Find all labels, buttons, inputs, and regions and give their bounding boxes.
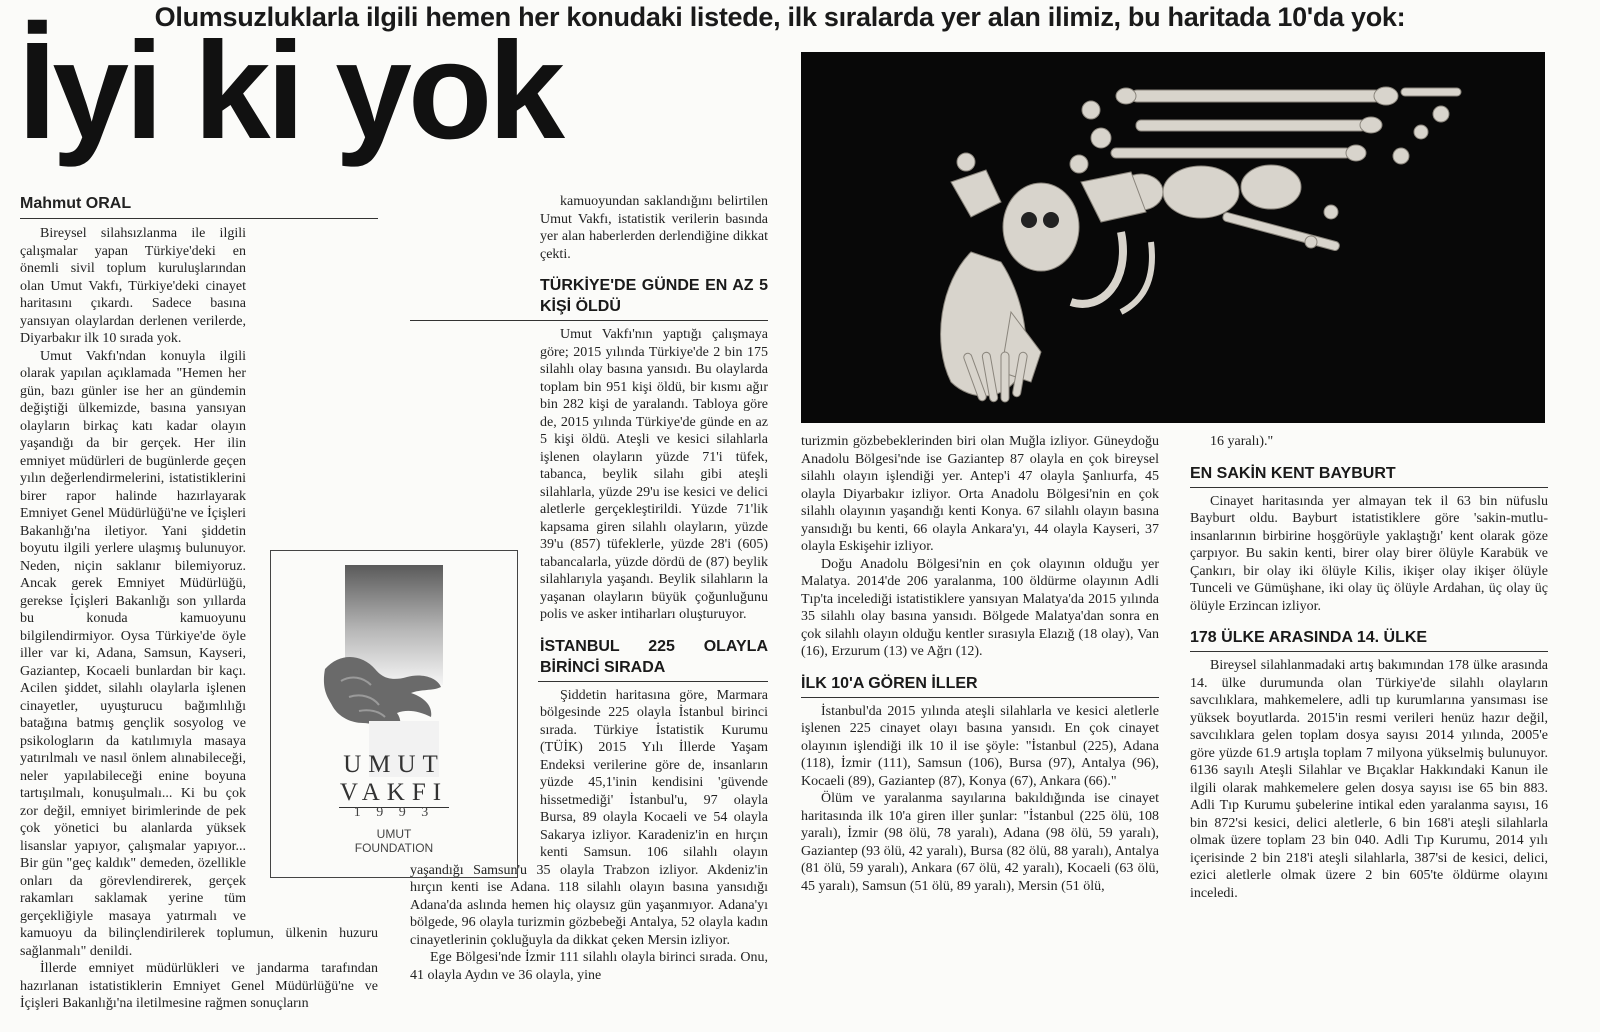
subhead-rule xyxy=(1190,651,1548,652)
headline: İyi ki yok xyxy=(18,14,561,168)
col1-paragraph: Umut Vakfı'ndan konuyla ilgili olarak yapılan açıklamada "Hemen her gün, bazı günler ise her an gündemin değiştiği ülkemizde, basına yansıyan olayların birkaç katı kadar olayın yaşandığı da bir gerçek. Her ilin emniyet müdürleri de bugünlerde geçen yılın değerlendirmelerini, istatistiklerini birer rapor halinde hazırlayarak Emniyet Genel Müdürlüğü'ne ve İçişleri Bakanlığı'na iletiyor. Yani şiddetin boyutu ilgili yerlere ulaşmış bulunuyor. Neden, niçin saklanır bilemiyoruz. Ancak gerek Emniyet Müdürlüğü, gerekse İçişleri Bakanlığı son yıllarda bu konuda kamuoyunu bilgilendirmiyor. Oysa Türkiye'de öyle iller var ki, Adana, Samsun, Kayseri, Gaziantep, Kocaeli bunlardan bir kaçı. Acilen şiddet, silahlı olaylarla işlenen cinayetler, uyuşturucu bağımlılığı batağına batmış gençlik sosyolog ve psikologların da katılımıyla masaya yatırılmalı ve nasıl önlem alınabileceği, neler yapılabileceği enine boyuna tartışılmalı, konuşulmalı... Ki bu çok zor değil, emniyet birimlerinde de pek çok yönetici bu alanlarda yüksek lisanslar yapıyor, çalışmalar yapıyor... Bir gün "geç kaldık" demeden, özellikle onları da görevlendirerek, gerçek rakamları saklamak yerine tüm gerçekliğiyle masaya yatırmalı ve kamuoyu da bilinçlendirilerek toplumun, ülkenin huzuru sağlanmalı" denildi. xyxy=(20,348,378,959)
col3-paragraph: Ölüm ve yaralanma sayılarına bakıldığında ise cinayet haritasında ilk 10'a giren iller şunlar: "İstanbul (225 ölü, 108 yaralı), İzmir (98 ölü, 78 yaralı), Adana (98 ölü, 59 yaralı), Gaziantep (93 ölü, 42 yaralı), Bursa (82 ölü, 88 yaralı), Antalya (81 ölü, 59 yaralı), Ankara (67 ölü, 42 yaralı), Kocaeli (63 ölü, 45 yaralı), Samsun (51 ölü, 89 yaralı), Mersin (51 ölü, xyxy=(801,791,1159,894)
revolver-bones-photo xyxy=(801,52,1545,423)
col2-paragraph: Şiddetin haritasına göre, Marmara bölgesinde 225 olayla İstanbul birinci sırada. Türkiye İstatistik Kurumu (TÜİK) 2015 Yılı İllerde Yaşam Endeksi verilerine göre de, insanların yüzde 45,1'inin kendisini 'güvende hissetmediği' İstanbul'u, 97 olayla Bursa, 89 olayla Kocaeli ve 54 olayla Sakarya izliyor. Karadeniz'in en hırçın kenti Samsun. 106 silahlı olayın yaşandığı Samsun'u 35 olayla Trabzon izliyor. Akdeniz'in hırçın kenti ise Adana. 118 silahlı olayın basına yansıdığı Adana'da aslında hemen hiç olaysız gün yaşanmıyor. Adana'yı bölgede, 96 olayla turizmin gözbebeği Antalya, 52 olayla kadın cinayetlerinin çokluğuyla da dikkat çeken Mersin izliyor. xyxy=(410,687,768,948)
col2-paragraph: kamuoyundan saklandığını belirtilen Umut Vakfı, istatistik verilerin basında yer alan haberlerden derlendiğine dikkat çekti. xyxy=(540,194,768,262)
column-3 xyxy=(801,433,1159,895)
kicker: Olumsuzluklarla ilgili hemen her konudaki listede, ilk sıralarda yer alan ilimiz, bu haritada 10'da yok: xyxy=(154,2,1406,32)
logo-en-umut: UMUT xyxy=(376,827,412,841)
revolver-made-of-bones-icon xyxy=(801,52,1545,423)
subhead-en-sakin-kent: EN SAKİN KENT BAYBURT xyxy=(1190,464,1396,482)
col1-paragraph: İllerde emniyet müdürlükleri ve jandarma tarafından hazırlanan istatistiklerin Emniyet Genel Müdürlüğü'ne ve İçişleri Bakanlığı'na iletilmesine rağmen sonuçların xyxy=(20,961,378,1011)
col4-paragraph: Bireysel silahlanmadaki artış bakımından 178 ülke arasında 14. ülke durumunda olan Türkiye'de silahlı olayların savcılıklara, mahkemelere, adli tıp kurumlarına yansıması ise yüksek boyutlarda. 2015'in resmi verileri henüz hazır değil, savcılıklara gelen toplam dosya sayısı 2014 yılında, 2005'e göre yüzde 61.9 artışla toplam 7 milyona yükselmiş bulunuyor. 6136 sayılı Ateşli Silahlar ve Bıçaklar Hakkındaki Kanun ile ilgili olarak mahkemelere gelen dosya sayısı ise 65 bin 883. Adli Tıp Kurumu şubelerine intikal eden yaralanma sayısı, 16 bin 872'si kesici, delici aletlerle, 6 bin 168'i ateşli silahlarla olmak üzere toplam 23 bin 040. Adli Tıp Kurumu, 2014 yılı içerisinde 2 bin 218'i ateşli silahlarla, 387'si de kesici, delici, ezici aletlerle olmak üzere 2 bin 605'te öldürme olayını inceledi. xyxy=(1190,658,1548,901)
logo-line-umut: UMUT xyxy=(343,751,445,778)
column-4 xyxy=(1190,433,1548,902)
byline-rule xyxy=(20,218,378,219)
col3-paragraph: turizmin gözbebeklerinden biri olan Muğla izliyor. Güneydoğu Anadolu Bölgesi'nde ise Gaziantep 87 olayla en çok bireysel silahlı olayın işlendiği yer. Antep'i 47 olayla Şanlıurfa, 45 olayla Diyarbakır izliyor. Orta Anadolu Bölgesi'nin en çok silahlı olayının yaşandığı kenti Konya. 67 silahlı olayın basına yansıdığı bu kenti, 66 olayla Ankara'yı, 44 olayla Kayseri, 37 olayla Eskişehir izliyor. xyxy=(801,434,1159,554)
col4-paragraph: 16 yaralı)." xyxy=(1210,434,1274,449)
subhead-gunde-5-kisi: TÜRKİYE'DE GÜNDE EN AZ 5 KİŞİ ÖLDÜ xyxy=(540,277,768,315)
logo-en-foundation: FOUNDATION xyxy=(354,841,434,855)
byline: Mahmut ORAL xyxy=(20,195,132,212)
logo-line-vakfi: VAKFI xyxy=(339,779,449,806)
subhead-istanbul-225: İSTANBUL 225 OLAYLA BİRİNCİ SIRADA xyxy=(540,637,768,676)
col2-paragraph: Ege Bölgesi'nde İzmir 111 silahlı olayla birinci sırada. Onu, 41 olayla Aydın ve 36 olayla, yine xyxy=(410,950,768,983)
subhead-rule xyxy=(538,681,768,682)
col2-paragraph: Umut Vakfı'nın yaptığı çalışmaya göre; 2015 yılında Türkiye'de 2 bin 175 silahlı olay basına yansıdı. Bu olaylarda toplam bin 951 kişi öldü, bir kısmı ağır bin 282 kişi de yaralandı. Tabloya göre de, 2015 yılında Türkiye'de günde en az 5 kişi öldü. Ateşli ve kesici silahlarla işlenen olayların yüzde 71'i tüfek, tabanca, beylik silahı gibi ateşli silahlarla, yüzde 29'u ise kesici ve delici aletlerle gerçekleştirildi. Yüzde 71'lik kapsama giren silahlı olayların, yüzde 39'u (857) tüfeklerle, yüzde 28'i (605) tabancalarla, yüzde dördü de (87) beylik silahlarıyla yaşandı. Beylik silahların la yaşanan olayların büyük çoğunluğunu polis ve asker intiharları oluşturuyor. xyxy=(540,327,768,622)
col3-paragraph: Doğu Anadolu Bölgesi'nin en çok olayının olduğu yer Malatya. 2014'de 206 yaralanma, 100 öldürme olayının Adli Tıp'ta incelediği istatistiklere yansıyan Malatya'da 2015 yılında 35 silahlı olay basına yansıdı. Bölgede Malatya'dan sonra en çok silahlı olayın olduğu kentler sırasıyla Elazığ (18 olay), Van (16), Erzurum (13) ve Ağrı (12). xyxy=(801,556,1159,659)
logo-year: 1 9 9 3 xyxy=(353,805,435,820)
subhead-178-ulke: 178 ÜLKE ARASINDA 14. ÜLKE xyxy=(1190,629,1428,646)
subhead-ilk-10: İLK 10'A GÖREN İLLER xyxy=(801,674,978,692)
subhead-rule xyxy=(410,320,768,321)
subhead-rule xyxy=(801,697,1159,698)
column-3-text xyxy=(801,433,1159,895)
column-4-text xyxy=(1190,433,1548,902)
col1-paragraph: Bireysel silahsızlanma ile ilgili çalışmalar yapan Türkiye'deki en önemli sivil toplum kuruluşlarından olan Umut Vakfı, Türkiye'deki cinayet haritasını çıkardı. Sadece basına yansıyan olaylardan derlenen verilerde, Diyarbakır ilk 10 sırada yok. xyxy=(20,226,246,346)
logo-spacer xyxy=(410,503,534,847)
subhead-rule xyxy=(1190,487,1548,488)
col4-paragraph: Cinayet haritasında yer almayan tek il 63 bin nüfuslu Bayburt oldu. Bayburt istatistiklere göre 'sakin-mutlu-insanlarının birbirine hoşgörüyle yaklaştığı' kent olarak göze çarpıyor. Bu sakin kenti, birer olay birer ölüyle Karabük ve Çankırı, bir olay iki ölüyle Kilis, ikişer olay ikişer ölüyle Tunceli ve Gümüşhane, iki olay üç ölüyle Ardahan, üç olay üç ölüyle Erzincan izliyor. xyxy=(1190,493,1548,614)
column-2 xyxy=(410,193,768,984)
column-2-text xyxy=(410,193,768,984)
col3-paragraph: İstanbul'da 2015 yılında ateşli silahlarla ve kesici aletlerle işlenen 225 cinayet olayı basına yansıdı. En çok cinayet olayının işlendiği ilk 10 il ise şöyle: "İstanbul (225), Adana (118), İzmir (111), Samsun (106), Bursa (97), Antalya (96), Kocaeli (89), Gaziantep (87), Konya (67), Ankara (66)." xyxy=(801,703,1159,789)
